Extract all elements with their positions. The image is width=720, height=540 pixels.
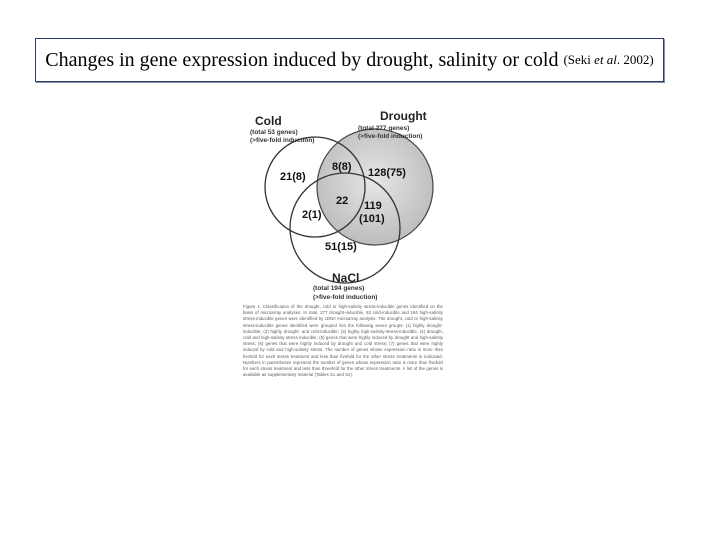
cold-induction: (>five-fold induction)	[250, 137, 315, 144]
region-drought-nacl-paren: (101)	[359, 213, 385, 225]
region-nacl-only: 51(15)	[325, 241, 357, 253]
venn-figure	[225, 100, 465, 430]
slide-title: Changes in gene expression induced by drought, salinity or cold	[45, 48, 559, 71]
figure-caption: Figure 1. Classification of the drought, cold or high-salinity stress-inducible genes identified on the basis of microarray analyses. In total, 277 drought-inducible, 53 cold-inducible and 194 high-salinity stress-inducible genes were identified by cDNA microarray analysis. The drought, cold or high-salinity stress-inducible genes identified were grouped into the following seven groups: (1) highly drought-inducible; (2) highly drought- and cold-inducible; (3) highly high-salinity-stress-inducible; (4) drought, cold and high-salinity stress-inducible; (5) genes that were highly induced by drought and high-salinity stress; (6) genes that were highly induced by drought and cold stress; (7) genes that were highly induced by cold and high-salinity stress. The number of genes whose expression ratio is more than fivefold for each stress treatment and less than fivefold for the other stress treatments is indicated. Numbers in parentheses represent the number of genes whose expression ratio is more than fivefold for each stress treatment and less than threefold for the other stress treatments. A list of the genes is available as supplementary material (Tables S1 and S2).	[243, 304, 443, 378]
slide-title-box	[35, 38, 664, 82]
nacl-label: NaCl	[332, 271, 360, 285]
drought-induction: (>five-fold induction)	[358, 133, 423, 140]
region-drought-only: 128(75)	[368, 167, 406, 179]
nacl-total: (total 194 genes)	[313, 285, 365, 292]
drought-label: Drought	[380, 109, 427, 123]
citation	[563, 52, 653, 68]
nacl-induction: (>five-fold induction)	[313, 294, 378, 301]
region-cold-only: 21(8)	[280, 171, 306, 183]
region-cold-nacl: 2(1)	[302, 209, 322, 221]
citation-et-al: et al	[594, 52, 617, 67]
drought-total: (total 277 genes)	[358, 125, 410, 132]
cold-label: Cold	[255, 114, 282, 128]
region-drought-nacl-count: 119	[364, 200, 382, 212]
region-all-three: 22	[336, 195, 349, 207]
cold-total: (total 53 genes)	[250, 129, 298, 136]
citation-open: (Seki	[563, 52, 595, 67]
venn-diagram	[225, 100, 465, 430]
citation-close: . 2002)	[616, 52, 654, 67]
drought-circle	[317, 129, 433, 245]
region-cold-drought: 8(8)	[332, 161, 352, 173]
